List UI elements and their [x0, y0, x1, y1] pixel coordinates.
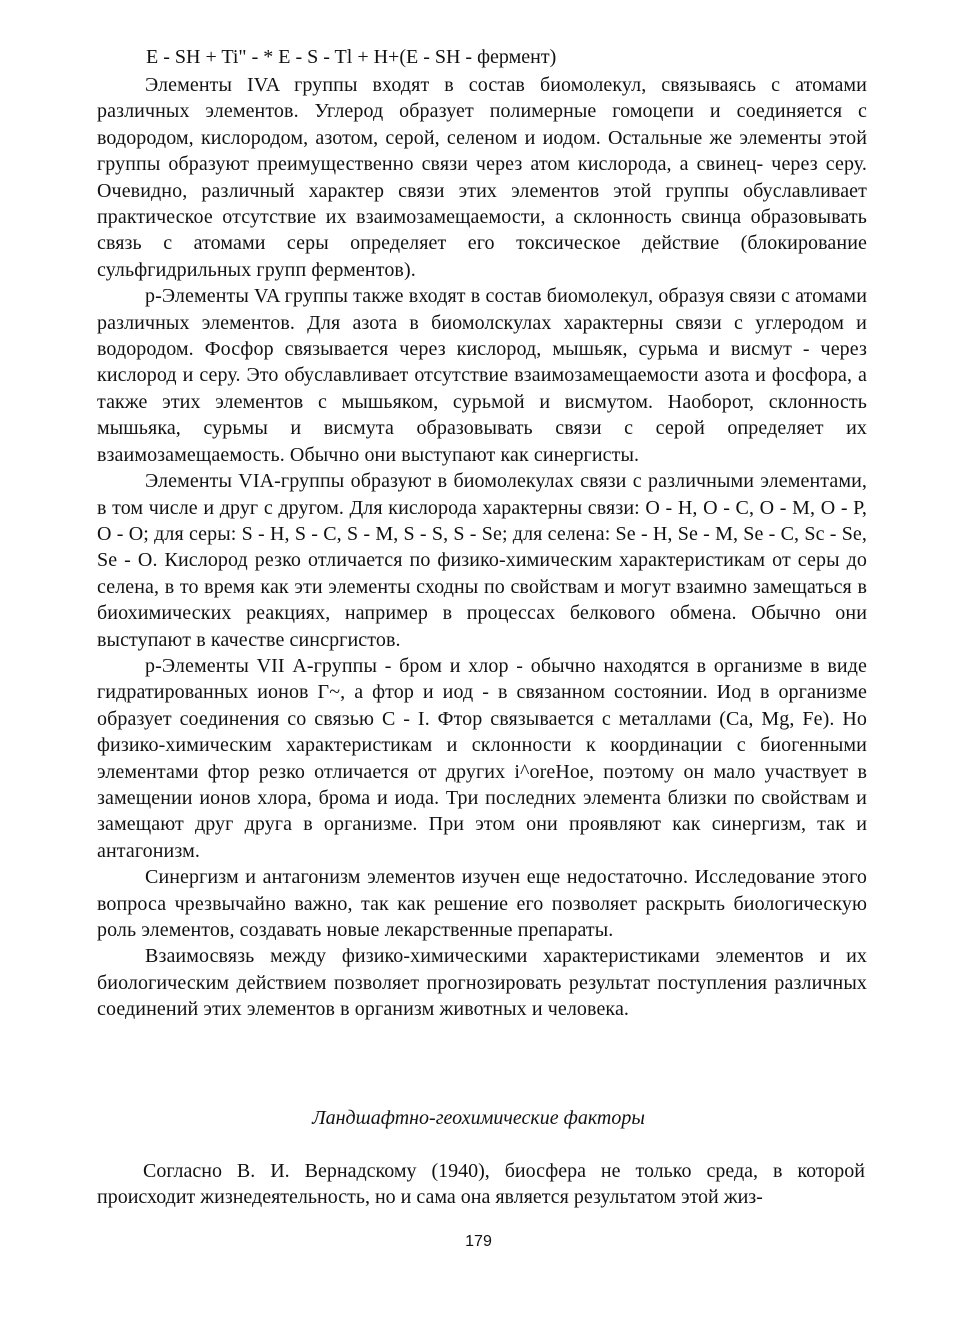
paragraph-vernadsky: Согласно В. И. Вернадскому (1940), биосфера не только среда, в которой происходит жизнедеятельность, но и сама она является результатом этой жиз-	[97, 1160, 865, 1209]
page-number: 179	[465, 1233, 492, 1250]
paragraph-viia: р-Элементы VII А-группы - бром и хлор - обычно находятся в организме в виде гидратированных ионов Г~, а фтор и иод - в связанном состоянии. Иод в организме образует соединения со связью С - I. Фтор связывается с металлами (Са, Mg, Fe). Но физико-химическим характеристикам и склонности к координации с биогенными элементами фтор резко отличается от других i^oreHoe, поэтому он мало участвует в замещении ионов хлора, брома и иода. Три последних элемента близки по свойствам и замещают друг друга в организме. При этом они проявляют как синергизм, так и антагонизм.	[97, 654, 867, 862]
body-text	[97, 72, 867, 1023]
section-heading: Ландшафтно-геохимические факторы	[312, 1107, 645, 1129]
final-paragraph-block	[97, 1158, 865, 1211]
equation-line: E - SH + Ti" - * E - S - Tl + H+(E - SH - фермент)	[146, 46, 557, 68]
paragraph-iva: Элементы IVA группы входят в состав биомолекул, связываясь с атомами различных элементов. Углерод образует полимерные гомоцепи и соединяется с водородом, кислородом, азотом, серой, селеном и иодом. Остальные же элементы этой группы образуют преимущественно связи через атом кислорода, а свинец- через серу. Очевидно, различный характер связи этих элементов этой группы обуславливает практическое отсутствие их взаимозамещаемости, а склонность свинца образовывать связь с атомами серы определяет его токсическое действие (блокирование сульфгидрильных групп ферментов).	[97, 74, 867, 281]
paragraph-va: р-Элементы VA группы также входят в состав биомолекул, образуя связи с атомами различных элементов. Для азота в биомолскулах характерны связи с углеродом и водородом. Фосфор связывается через кислород, мышьяк, сурьма и висмут - через кислород и серу. Это обуславливает отсутствие взаимозамещаемости азота и фосфора, а также этих элементов с мышьяком, сурьмой и висмутом. Наоборот, склонность мышьяка, сурьмы и висмута образовывать связи с серой определяет их взаимозамещаемость. Обычно они выступают как синергисты.	[97, 285, 867, 466]
paragraph-relationship: Взаимосвязь между физико-химическими характеристиками элементов и их биологическим действием позволяет прогнозировать результат поступления различных соединений этих элементов в организм животных и человека.	[97, 945, 867, 1021]
paragraph-synergism: Синергизм и антагонизм элементов изучен еще недостаточно. Исследование этого вопроса чрезвычайно важно, так как решение его позволяет раскрыть биологическую роль элементов, создавать новые лекарственные препараты.	[97, 866, 867, 941]
paragraph-via: Элементы VIA-группы образуют в биомолекулах связи с различными элементами, в том числе и друг с другом. Для кислорода характерны связи: О - Н, О - С, О - М, О - Р, О - О; для серы: S - H, S - C, S - M, S - S, S - Se; для селена: Se - H, Se - M, Se - C, Sc - Se, Se - O. Кислород резко отличается по физико-химическим характеристикам от серы до селена, в то время как эти элементы сходны по свойствам и могут взаимно замещаться в биохимических реакциях, например в процессах белкового обмена. Обычно они выступают в качестве синсргистов.	[97, 470, 867, 651]
